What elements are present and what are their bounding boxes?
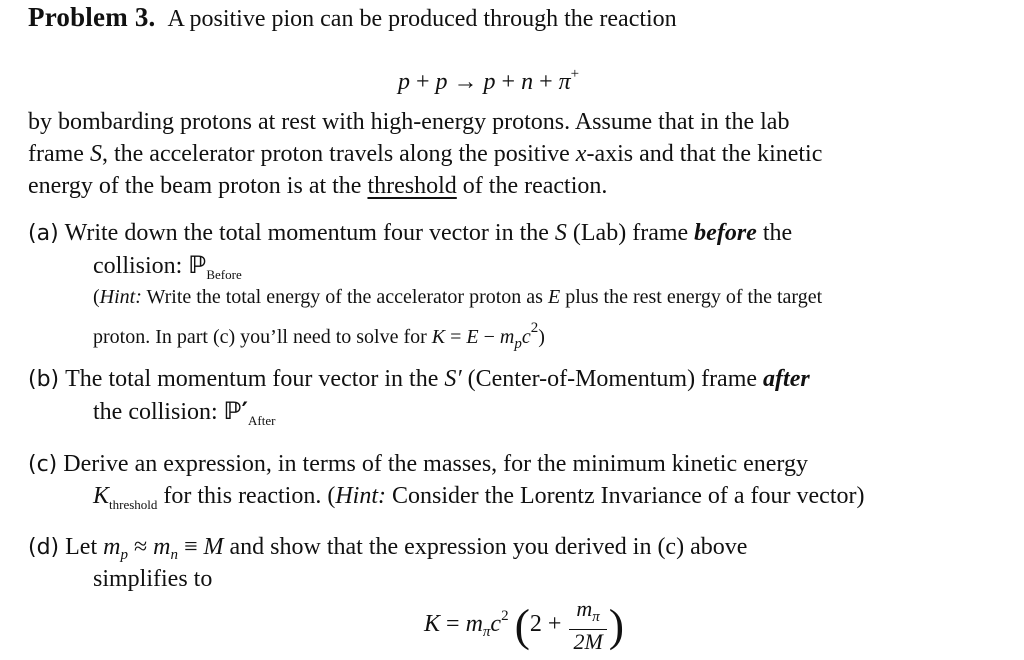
fraction-denominator: 2M bbox=[573, 628, 603, 654]
frame-symbol: S bbox=[554, 220, 567, 246]
part-b-text: The total momentum four vector in the bbox=[65, 366, 445, 392]
part-d-text: and show that the expression you derived in (c) above bbox=[223, 534, 748, 560]
part-a-text: collision: bbox=[93, 253, 189, 279]
frame-symbol: S bbox=[89, 141, 102, 167]
part-c-label: (c) bbox=[28, 452, 58, 477]
subscript-n: n bbox=[170, 547, 178, 563]
superscript-2: 2 bbox=[530, 320, 539, 336]
plus-sign: + bbox=[410, 69, 436, 95]
kinetic-symbol: K bbox=[93, 483, 110, 509]
hint-text: proton. In part (c) you’ll need to solve for bbox=[93, 326, 432, 348]
axis-symbol: x bbox=[575, 141, 587, 167]
subscript-pi: π bbox=[592, 608, 600, 625]
paragraph-line-3 bbox=[28, 172, 607, 200]
subscript-p: p bbox=[120, 547, 128, 563]
pion-charge: + bbox=[570, 66, 580, 82]
emphasis-after: after bbox=[763, 366, 810, 392]
approx-sign: ≈ bbox=[127, 534, 154, 560]
hint-text: ) bbox=[538, 326, 545, 348]
underlined-threshold: threshold bbox=[367, 173, 457, 199]
part-c-text: for this reaction. ( bbox=[157, 483, 336, 509]
part-c-line-1 bbox=[28, 450, 808, 479]
paragraph-text: of the reaction. bbox=[456, 173, 608, 199]
kinetic-symbol: K bbox=[424, 611, 441, 637]
hint-text: Write the total energy of the accelerator proton as bbox=[141, 286, 548, 308]
four-vector-symbol: ℙ′ bbox=[223, 397, 248, 425]
reaction-equation bbox=[398, 60, 579, 96]
light-speed-symbol: c bbox=[490, 611, 502, 637]
paragraph-text: by bombarding protons at rest with high-energy protons. Assume that in the lab bbox=[28, 109, 790, 135]
hint-label: Hint: bbox=[99, 286, 142, 308]
reactant-proton-2: p bbox=[435, 69, 448, 95]
product-pion: π bbox=[558, 69, 571, 95]
subscript-threshold: threshold bbox=[109, 497, 158, 512]
subscript-after: After bbox=[247, 413, 276, 428]
part-b-label: (b) bbox=[28, 367, 60, 392]
part-c-text: Derive an expression, in terms of the masses, for the minimum kinetic energy bbox=[63, 451, 808, 477]
paragraph-text: , the accelerator proton travels along the positive bbox=[101, 141, 576, 167]
hint-text: ( bbox=[93, 286, 100, 308]
light-speed-symbol: c bbox=[521, 326, 531, 348]
mass-ratio-fraction bbox=[569, 597, 606, 654]
left-paren: ( bbox=[514, 599, 530, 651]
paragraph-text: energy of the beam proton is at the bbox=[28, 173, 368, 199]
part-b-text: the collision: bbox=[93, 399, 224, 425]
part-a-line-1 bbox=[28, 219, 792, 248]
mass-M-symbol: M bbox=[203, 534, 224, 560]
part-d-label: (d) bbox=[28, 535, 60, 560]
mass-symbol: m bbox=[153, 534, 171, 560]
constant-term: 2 + bbox=[529, 611, 568, 637]
paragraph-line-2 bbox=[28, 140, 822, 168]
hint-text: plus the rest energy of the target bbox=[560, 286, 823, 308]
part-d-line-1 bbox=[28, 533, 747, 569]
paragraph-text: frame bbox=[28, 141, 90, 167]
equiv-sign: ≡ bbox=[177, 534, 204, 560]
plus-sign: + bbox=[495, 69, 522, 95]
problem-heading: Problem 3. bbox=[28, 2, 156, 32]
part-d-line-2 bbox=[93, 565, 212, 593]
energy-symbol: E bbox=[547, 286, 561, 308]
right-paren: ) bbox=[608, 599, 625, 651]
fraction-numerator bbox=[569, 597, 606, 630]
part-d-text: simplifies to bbox=[93, 566, 213, 592]
kinetic-symbol: K bbox=[431, 326, 446, 348]
frame-symbol: S′ bbox=[444, 366, 462, 392]
part-a-text: the bbox=[756, 220, 793, 246]
part-a-hint-line-2 bbox=[93, 316, 545, 356]
product-proton: p bbox=[483, 69, 496, 95]
paragraph-text: -axis and that the kinetic bbox=[586, 141, 823, 167]
problem-intro-line bbox=[28, 3, 677, 33]
minus-sign: − bbox=[478, 326, 500, 348]
four-vector-symbol: ℙ bbox=[188, 251, 207, 279]
part-a-line-2 bbox=[93, 251, 242, 289]
part-c-line-2 bbox=[93, 482, 864, 519]
part-c-text: Consider the Lorentz Invariance of a four vector) bbox=[386, 483, 865, 509]
part-a-text: Write down the total momentum four vector in the bbox=[64, 220, 555, 246]
part-b-line-1 bbox=[28, 365, 810, 394]
mass-symbol: m bbox=[103, 534, 121, 560]
part-b-line-2 bbox=[93, 397, 275, 435]
equals-sign: = bbox=[445, 326, 467, 348]
plus-sign: + bbox=[533, 69, 559, 95]
part-b-text: (Center-of-Momentum) frame bbox=[461, 366, 764, 392]
part-a-text: (Lab) frame bbox=[566, 220, 695, 246]
product-neutron: n bbox=[521, 69, 534, 95]
hint-label: Hint: bbox=[335, 483, 387, 509]
mass-symbol: m bbox=[465, 611, 483, 637]
part-d-text: Let bbox=[65, 534, 104, 560]
problem-intro: A positive pion can be produced through the reaction bbox=[167, 6, 677, 32]
mass-symbol: m bbox=[499, 326, 515, 348]
superscript-2: 2 bbox=[501, 608, 509, 624]
part-a-label: (a) bbox=[28, 221, 59, 246]
reaction-arrow: → bbox=[447, 69, 484, 95]
reactant-proton-1: p bbox=[398, 69, 410, 95]
emphasis-before: before bbox=[694, 220, 757, 246]
part-a-hint-line-1 bbox=[93, 285, 822, 309]
mass-symbol: m bbox=[576, 595, 593, 621]
final-equation bbox=[424, 588, 624, 660]
equals-sign: = bbox=[440, 611, 466, 637]
paragraph-line-1 bbox=[28, 108, 789, 136]
subscript-p: p bbox=[514, 336, 522, 352]
subscript-pi: π bbox=[482, 624, 491, 640]
subscript-before: Before bbox=[206, 267, 242, 282]
energy-symbol: E bbox=[466, 326, 479, 348]
